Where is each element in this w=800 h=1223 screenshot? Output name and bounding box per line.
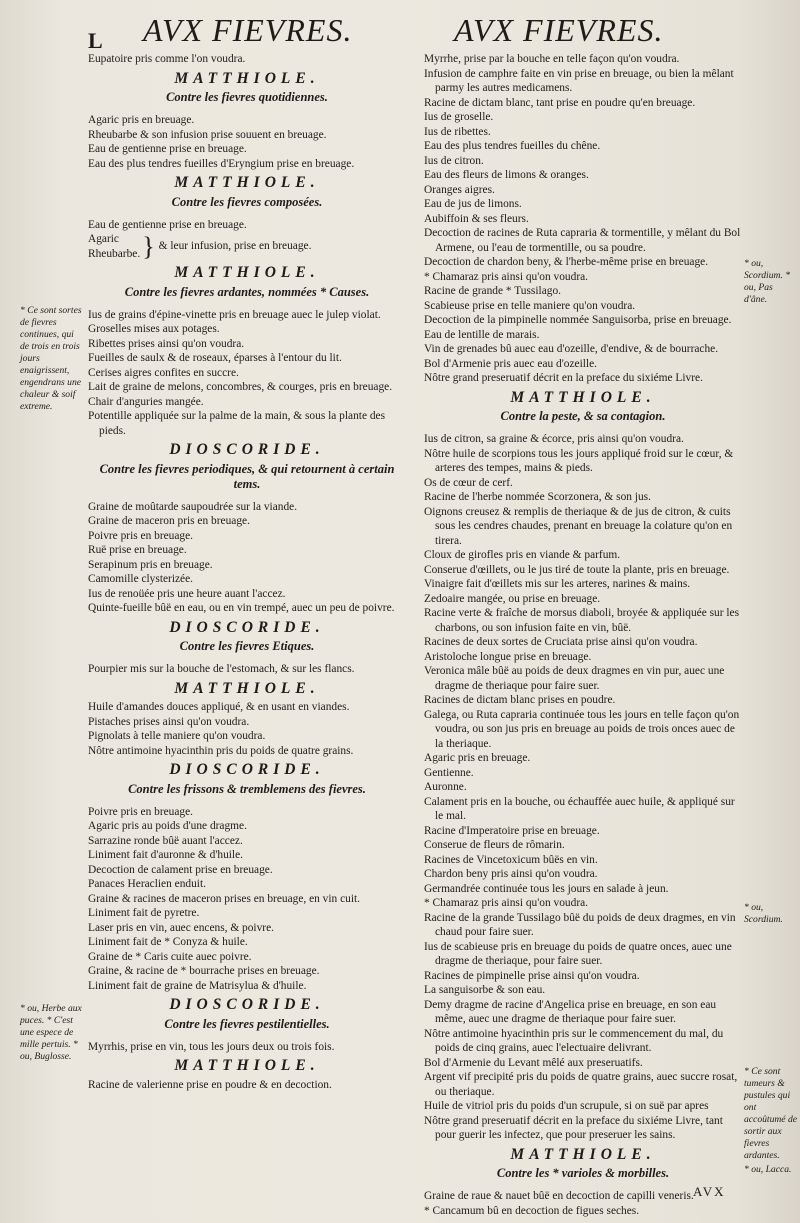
remedy-line: Veronica mâle bûë au poids de deux dragmes en vin pur, auec une dragme de theriaque pour faire suer. [424, 665, 725, 692]
left-text-body [88, 52, 406, 1092]
remedy-line: Infusion de camphre faite en vin prise en breuage, ou bien la mêlant parmy les autres medicamens. [424, 67, 734, 94]
remedy-line: Ius de citron. [424, 154, 484, 167]
remedy-line: La sanguisorbe & son eau. [424, 984, 546, 996]
remedy-line: Fueilles de saulx & de roseaux, éparses à l'entour du lit. [88, 352, 342, 364]
remedy-line: Eau de gentienne prise en breuage. [88, 218, 247, 231]
remedy-line: Scabieuse prise en telle maniere qu'on voudra. [424, 299, 636, 312]
remedy-line: Bol d'Armenie pris auec eau d'ozeille. [424, 357, 598, 370]
remedy-line: Potentille appliquée sur la palme de la main, & sous la plante des pieds. [88, 410, 386, 437]
remedy-line: * Chamaraz pris ainsi qu'on voudra. [424, 270, 589, 283]
remedy-line: Racine de l'herbe nommée Scorzonera, & son jus. [424, 491, 651, 503]
remedy-line: Huile d'amandes douces appliqué, & en usant en viandes. [88, 701, 350, 713]
remedy-line: Eau des fleurs de limons & oranges. [424, 169, 589, 181]
remedy-line: Camomille clysterizée. [88, 573, 194, 585]
remedy-line: Graine, & racine de * bourrache prises en breuage. [88, 965, 320, 977]
remedy-line: Panaces Heraclien enduit. [88, 878, 206, 890]
remedy-line: Ius de groselle. [424, 111, 494, 123]
author-heading: MATTHIOLE. [510, 1145, 656, 1163]
remedy-line: Os de cœur de cerf. [424, 476, 513, 489]
margin-note: * ou, Herbe aux puces. * C'est une espece de mille pertuis. * ou, Buglosse. [20, 1003, 82, 1062]
remedy-line: Cloux de girofles pris en viande & parfum. [424, 549, 621, 561]
remedy-line: Racine de dictam blanc, tant prise en poudre qu'en breuage. [424, 96, 696, 109]
remedy-line: Groselles mises aux potages. [88, 323, 220, 335]
remedy-line: Poivre pris en breuage. [88, 529, 194, 542]
remedy-line: Zedoaire mangée, ou prise en breuage. [424, 592, 601, 605]
remedy-line: Liniment fait de pyretre. [88, 907, 200, 919]
section-heading: Contre les fievres Etiques. [179, 639, 315, 653]
remedy-line: Gentienne. [424, 766, 474, 779]
remedy-line: Eau de lentille de marais. [424, 328, 540, 341]
remedy-line: * Chamaraz pris ainsi qu'on voudra. [424, 897, 589, 909]
margin-note: * ou, Scordium. [744, 902, 783, 925]
right-running-head [424, 12, 742, 52]
remedy-line: Vin de grenades bû auec eau d'ozeille, d'endive, & de bourrache. [424, 343, 719, 355]
remedy-line: Ius de scabieuse pris en breuage du poids de quatre onces, auec une dragme de theriaque, pour faire suer. [424, 940, 732, 967]
remedy-line: Calament pris en la bouche, ou échauffée auec huile, & appliqué sur le mal. [424, 795, 735, 822]
remedy-line: Rheubarbe & son infusion prise souuent en breuage. [88, 128, 327, 141]
remedy-line: Poivre pris en breuage. [88, 805, 194, 818]
remedy-line: Racine de la grande Tussilago bûë du poids de deux dragmes, en vin chaud pour faire suer. [424, 911, 736, 938]
remedy-line: Agaric pris en breuage. [88, 114, 195, 126]
remedy-line: Nôtre grand preseruatif décrit en la preface du sixiéme Livre. [424, 372, 703, 384]
right-text-body [424, 52, 742, 1218]
section-heading: Contre les fievres periodiques, & qui retournent à certain tems. [99, 461, 395, 491]
remedy-line: Chardon beny pris ainsi qu'on voudra. [424, 868, 598, 880]
remedy-line: & leur infusion, prise en breuage. [158, 240, 312, 253]
left-running-title: AVX FIEVRES. [143, 12, 353, 48]
remedy-line: Racines de deux sortes de Cruciata prise ainsi qu'on voudra. [424, 636, 698, 648]
remedy-line: Chair d'anguries mangée. [88, 395, 204, 408]
remedy-line: Galega, ou Ruta capraria continuée tous les jours en telle façon qu'on voudra, ou son jus pris en breuage au poids de trois onces auec de la theriaque. [424, 708, 740, 750]
remedy-line: Eupatoire pris comme l'on voudra. [88, 53, 246, 65]
brace-symbol: } [142, 231, 155, 261]
section-heading: Contre les fievres ardantes, nommées * Causes. [124, 284, 370, 299]
remedy-line: Ribettes prises ainsi qu'on voudra. [88, 337, 245, 350]
remedy-line: Cerises aigres confites en succre. [88, 366, 239, 379]
remedy-line: Pourpier mis sur la bouche de l'estomach, & sur les flancs. [88, 663, 355, 675]
remedy-line: Germandrée continuée tous les jours en salade à jeun. [424, 882, 669, 895]
remedy-line: Racines de dictam blanc prises en poudre. [424, 694, 616, 706]
remedy-line: Graine de * Caris cuite auec poivre. [88, 950, 252, 963]
remedy-line: Decoction de calament prise en breuage. [88, 863, 273, 876]
left-column [88, 12, 406, 1092]
remedy-line: Argent vif precipité pris du poids de quatre grains, auec succre rosat, ou theriaque. [424, 1071, 738, 1098]
remedy-line: Huile de vitriol pris du poids d'un scrupule, si on suë par apres [424, 1100, 709, 1112]
author-heading: MATTHIOLE. [174, 1057, 320, 1074]
author-heading: MATTHIOLE. [510, 388, 656, 406]
remedy-line: Nôtre huile de scorpions tous les jours appliqué froid sur le cœur, & arteres des tempes, mains & pieds. [424, 447, 734, 474]
remedy-line: Ius de grains d'épine-vinette pris en breuage auec le julep violat. [88, 308, 381, 321]
section-heading: Contre les * varioles & morbilles. [496, 1166, 670, 1180]
remedy-line: Decoction de racines de Ruta capraria & tormentille, y mêlant du Bol Armene, ou l'eau de tormentille, ou sa poudre. [424, 227, 741, 254]
remedy-line: Eau des plus tendres fueilles du chêne. [424, 140, 601, 152]
remedy-line: Ius de ribettes. [424, 125, 491, 138]
author-heading: DIOSCORIDE. [169, 996, 325, 1013]
remedy-line: Liniment fait d'auronne & d'huile. [88, 849, 243, 861]
remedy-line: Aristoloche longue prise en breuage. [424, 650, 592, 663]
remedy-line: Graine & racines de maceron prises en breuage, en vin cuit. [88, 892, 360, 905]
remedy-line: Ius de renoüée pris une heure auant l'accez. [88, 587, 286, 600]
remedy-line: Racine de grande * Tussilago. [424, 285, 561, 297]
remedy-line: Eau des plus tendres fueilles d'Eryngium prise en breuage. [88, 157, 355, 170]
remedy-line: Eau de gentienne prise en breuage. [88, 143, 247, 155]
author-heading: DIOSCORIDE. [169, 618, 325, 636]
remedy-line: Conserue d'œillets, ou le jus tiré de toute la plante, pris en breuage. [424, 563, 730, 576]
right-column [424, 12, 742, 1218]
remedy-line: Pistaches prises ainsi qu'on voudra. [88, 715, 250, 728]
section-heading: Contre la peste, & sa contagion. [500, 409, 666, 423]
author-heading: DIOSCORIDE. [169, 441, 325, 458]
remedy-line: Myrrhe, prise par la bouche en telle façon qu'on voudra. [424, 53, 680, 65]
author-heading: MATTHIOLE. [174, 174, 320, 191]
remedy-line: Agaric pris en breuage. [424, 752, 531, 764]
remedy-line: Serapinum pris en breuage. [88, 558, 213, 571]
section-heading: Contre les fievres pestilentielles. [164, 1016, 330, 1031]
remedy-line: Graine de moûtarde saupoudrée sur la viande. [88, 500, 298, 513]
remedy-line: Quinte-fueille bûë en eau, ou en vin trempé, auec un peu de poivre. [88, 602, 395, 614]
remedy-line: * Cancamum bû en decoction de figues seches. [424, 1204, 640, 1217]
remedy-line: Ruë prise en breuage. [88, 544, 187, 556]
page-number: L [88, 28, 103, 53]
remedy-line: Conserue de fleurs de rômarin. [424, 839, 565, 851]
remedy-line: Racine de valerienne prise en poudre & en decoction. [88, 1078, 332, 1091]
author-heading: DIOSCORIDE. [169, 761, 325, 778]
brace-group [88, 232, 406, 261]
remedy-line: Demy dragme de racine d'Angelica prise en breuage, en son eau même, auec une dragme de theriaque pour faire suer. [424, 998, 717, 1025]
catchword: AVX [693, 1184, 726, 1199]
remedy-line: Sarrazine ronde bûë auant l'accez. [88, 834, 243, 847]
margin-note: * Ce sont sortes de fievres continues, qui de trois en trois jours enaigrissent, engendrans une chaleur & soif extreme. [20, 305, 82, 412]
author-heading: MATTHIOLE. [174, 69, 320, 87]
remedy-line: Eau de jus de limons. [424, 198, 522, 210]
remedy-line: Decoction de la pimpinelle nommée Sanguisorba, prise en breuage. [424, 314, 732, 326]
remedy-line: Lait de graine de melons, concombres, & courges, pris en breuage. [88, 381, 393, 393]
remedy-line: Vinaigre fait d'œillets mis sur les arteres, narines & mains. [424, 578, 691, 590]
remedy-line: Racine d'Imperatoire prise en breuage. [424, 824, 600, 837]
remedy-line: Laser pris en vin, auec encens, & poivre. [88, 921, 274, 934]
brace-items [88, 232, 140, 261]
margin-note: * ou, Scordium. * ou, Pas d'âne. [744, 258, 791, 305]
margin-note: * ou, Lacca. [744, 1164, 792, 1175]
remedy-line: Nôtre antimoine hyacinthin pris sur le commencement du mal, du poids de cinq grains, auec l'electuaire delivrant. [424, 1027, 724, 1054]
remedy-line: Aubiffoin & ses fleurs. [424, 212, 529, 225]
remedy-line: Nôtre antimoine hyacinthin pris du poids de quatre grains. [88, 744, 354, 757]
remedy-line: Agaric [88, 233, 119, 245]
section-heading: Contre les fievres composées. [171, 194, 323, 209]
remedy-line: Pignolats à telle maniere qu'on voudra. [88, 730, 266, 742]
remedy-line: Racine verte & fraîche de morsus diaboli, broyée & appliquée sur les charbons, ou son infusion faite en vin, bûë. [424, 607, 740, 634]
author-heading: MATTHIOLE. [174, 264, 320, 281]
remedy-line: Decoction de chardon beny, & l'herbe-même prise en breuage. [424, 256, 709, 268]
margin-note: * Ce sont tumeurs & pustules qui ont accoûtumé de sortir aux fievres ardantes. [744, 1066, 798, 1161]
author-heading: MATTHIOLE. [174, 679, 320, 697]
remedy-line: Liniment fait de graine de Matrisylua & d'huile. [88, 979, 307, 992]
remedy-line: Graine de maceron pris en breuage. [88, 515, 250, 527]
remedy-line: Bol d'Armenie du Levant mêlé aux preseruatifs. [424, 1056, 643, 1069]
remedy-line: Myrrhis, prise en vin, tous les jours deux ou trois fois. [88, 1040, 335, 1053]
remedy-line: Racines de Vincetoxicum bûës en vin. [424, 853, 598, 866]
remedy-line: Oranges aigres. [424, 183, 495, 196]
section-heading: Contre les frissons & tremblemens des fievres. [128, 781, 366, 796]
remedy-line: Agaric pris au poids d'une dragme. [88, 820, 247, 832]
remedy-line: Graine de raue & nauet bûë en decoction de capilli veneris. [424, 1190, 694, 1202]
remedy-line: Oignons creusez & remplis de theriaque & de jus de citron, & cuits sous les cendres chaudes, prenant en breuage la colature qu'on en tirera. [424, 505, 733, 547]
remedy-line: Liniment fait de * Conyza & huile. [88, 936, 248, 948]
remedy-line: Ius de citron, sa graine & écorce, pris ainsi qu'on voudra. [424, 433, 684, 445]
section-heading: Contre les fievres quotidiennes. [166, 90, 328, 104]
left-running-head [88, 12, 406, 52]
remedy-line: Rheubarbe. [88, 247, 141, 260]
remedy-line: Auronne. [424, 781, 467, 793]
remedy-line: Nôtre grand preseruatif décrit en la preface du sixiéme Livre, tant pour guerir les infectez, que pour preseruer les sains. [424, 1114, 723, 1141]
right-running-title: AVX FIEVRES. [454, 12, 664, 48]
remedy-line: Racines de pimpinelle prise ainsi qu'on voudra. [424, 969, 640, 982]
